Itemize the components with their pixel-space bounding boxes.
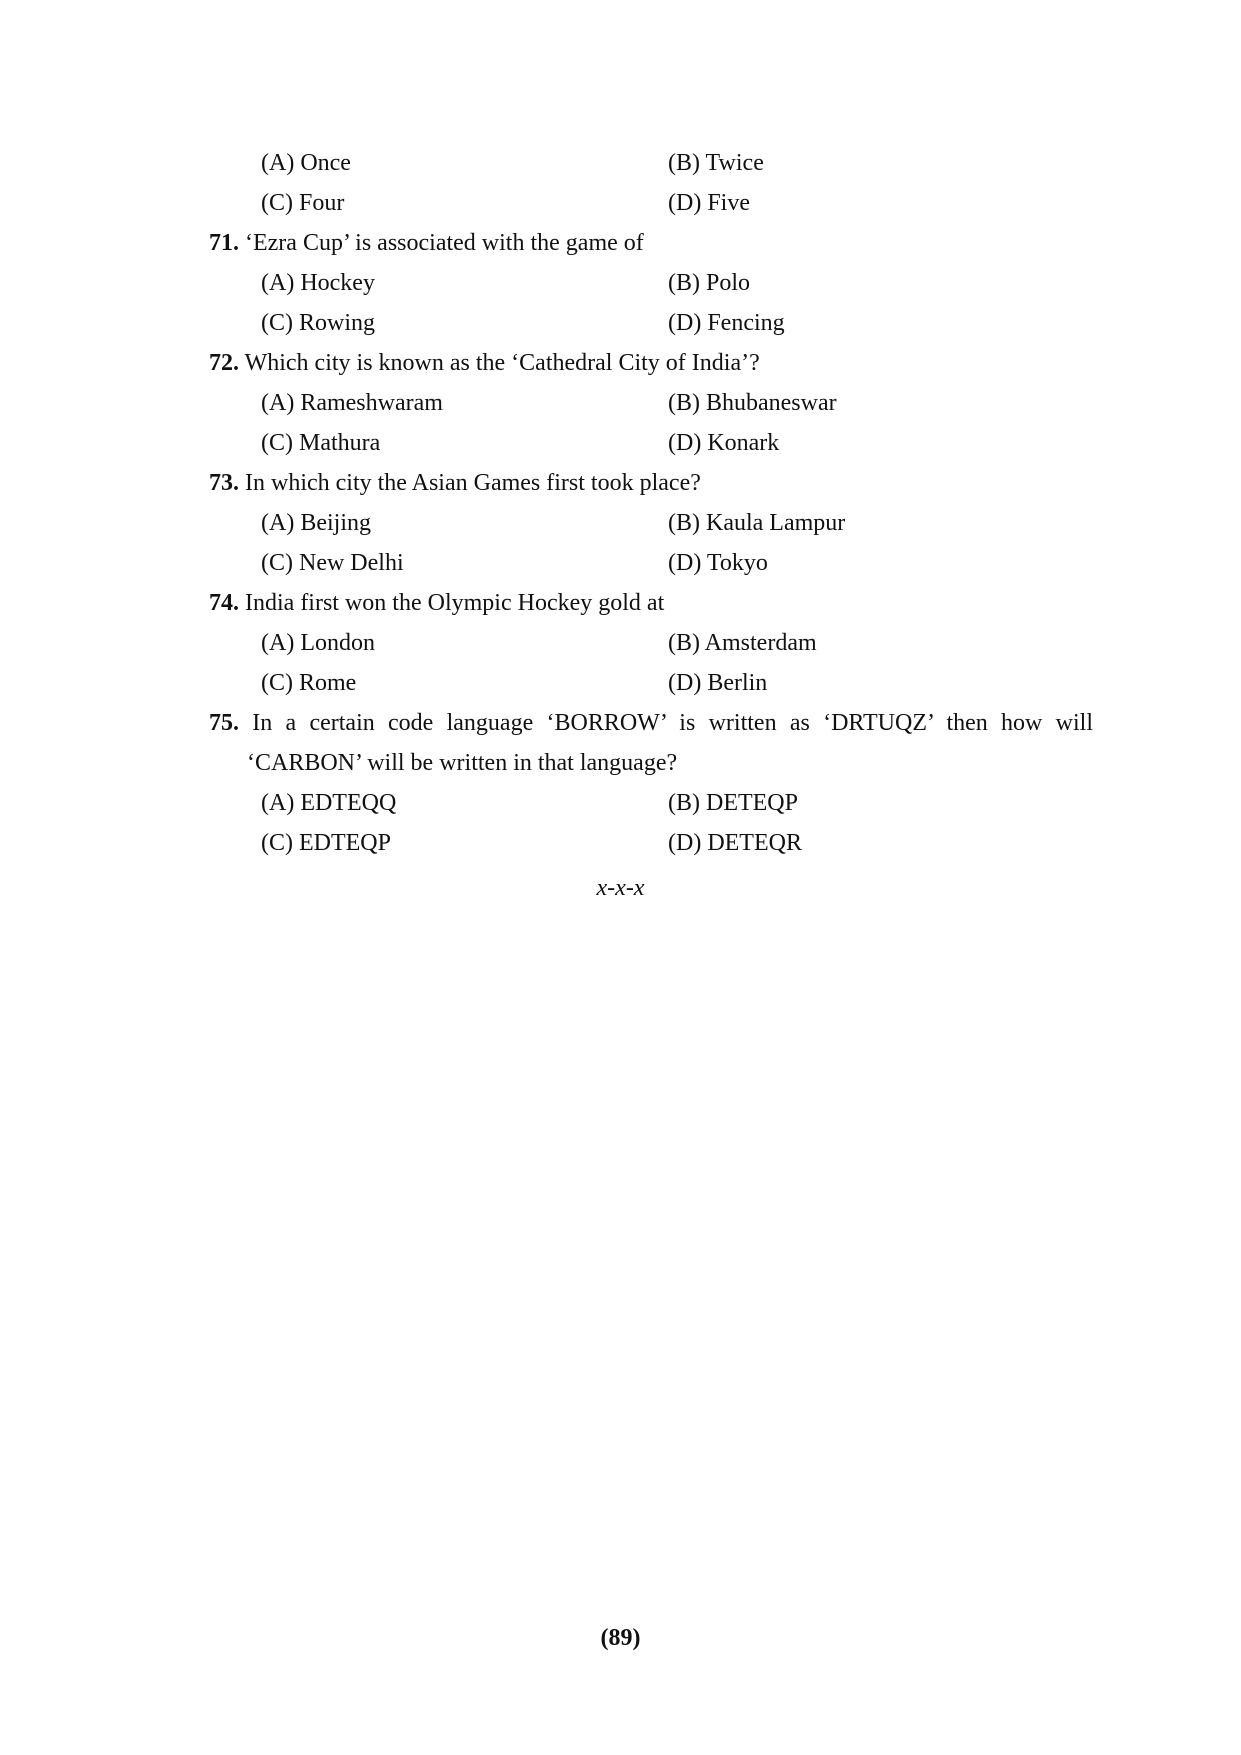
- option-d: (D) Five: [668, 190, 750, 216]
- question-72: [209, 345, 1093, 381]
- question-number: 74.: [209, 590, 239, 616]
- option-d: (D) Konark: [668, 430, 780, 456]
- option-a: (A) Hockey: [261, 270, 375, 296]
- option-c: (C) Four: [261, 190, 345, 216]
- option-c: (C) Rome: [261, 670, 357, 696]
- question-number: 72.: [209, 350, 239, 376]
- question-text: In a certain code language ‘BORROW’ is written as ‘DRTUQZ’ then how will: [239, 710, 1093, 736]
- option-c: (C) Mathura: [261, 430, 381, 456]
- option-b: (B) Polo: [668, 270, 751, 296]
- page-number: (89): [600, 1625, 641, 1651]
- option-a: (A) Rameshwaram: [261, 390, 443, 416]
- question-text: India first won the Olympic Hockey gold at: [239, 590, 665, 616]
- option-a: (A) London: [261, 630, 375, 656]
- question-75: [209, 705, 1093, 741]
- question-number: 75.: [209, 710, 239, 736]
- option-d: (D) DETEQR: [668, 830, 802, 856]
- option-a: (A) Once: [261, 150, 351, 176]
- option-d: (D) Fencing: [668, 310, 785, 336]
- question-number: 71.: [209, 230, 239, 256]
- option-b: (B) Bhubaneswar: [668, 390, 837, 416]
- option-c: (C) New Delhi: [261, 550, 404, 576]
- option-b: (B) Kaula Lampur: [668, 510, 846, 536]
- question-number: 73.: [209, 470, 239, 496]
- question-text: In which city the Asian Games first took place?: [239, 470, 701, 496]
- option-a: (A) EDTEQQ: [261, 790, 397, 816]
- question-text: ‘Ezra Cup’ is associated with the game of: [239, 230, 644, 256]
- option-c: (C) Rowing: [261, 310, 375, 336]
- question-71: [209, 225, 1093, 261]
- option-d: (D) Berlin: [668, 670, 768, 696]
- question-74: [209, 585, 1093, 621]
- question-73: [209, 465, 1093, 501]
- option-b: (B) DETEQP: [668, 790, 798, 816]
- option-c: (C) EDTEQP: [261, 830, 391, 856]
- option-d: (D) Tokyo: [668, 550, 768, 576]
- option-b: (B) Twice: [668, 150, 764, 176]
- option-a: (A) Beijing: [261, 510, 371, 536]
- question-text-continued: ‘CARBON’ will be written in that language?: [247, 750, 678, 776]
- option-b: (B) Amsterdam: [668, 630, 817, 656]
- question-text: Which city is known as the ‘Cathedral City of India’?: [239, 350, 760, 376]
- end-of-section-mark: x-x-x: [596, 875, 645, 901]
